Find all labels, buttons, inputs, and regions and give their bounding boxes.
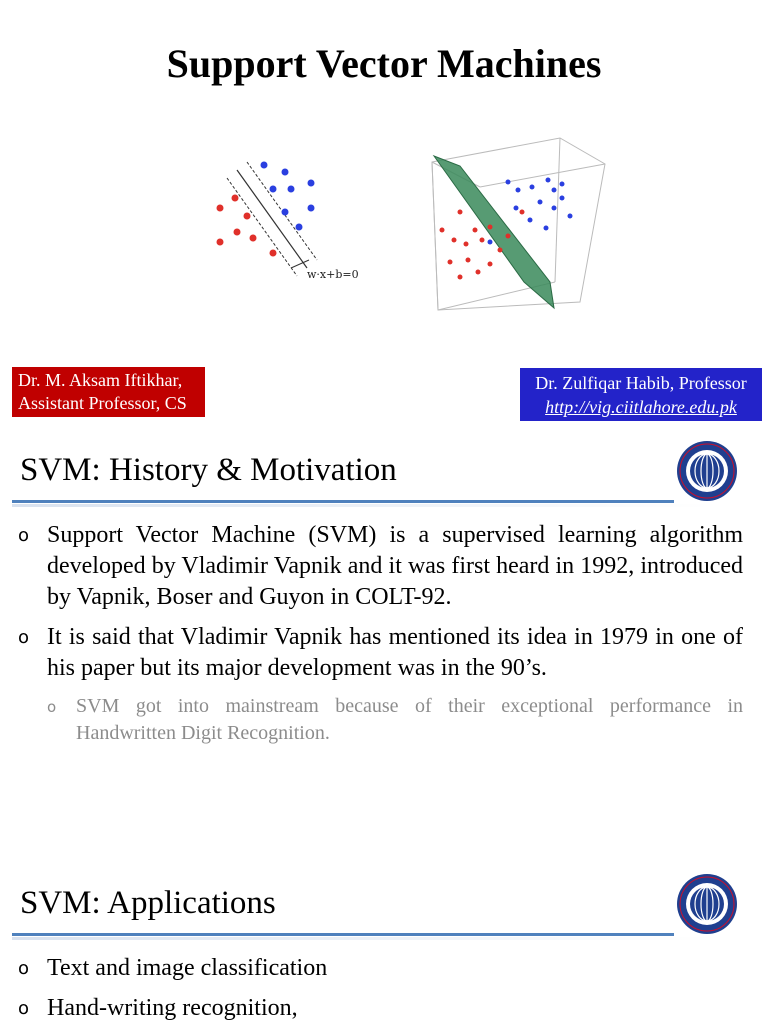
slide1-bullet: o It is said that Vladimir Vapnik has mentioned its idea in 1979 in one of his paper but its major development was in the 90’s. [18,624,743,681]
svm-2d-margin-figure [205,150,390,285]
author-right-box [520,368,762,421]
slide1-title: SVM: History & Motivation [20,452,397,488]
hyperplane-equation: w·x+b=0 [307,268,359,281]
bullet-marker: o [18,998,30,1019]
slide1-bullet-list [18,520,743,747]
slide1-title-rule [12,500,674,503]
bullet-marker: o [18,525,30,546]
university-seal-icon [675,439,739,503]
slide1-sub-bullet: o SVM got into mainstream because of their exceptional performance in Handwritten Digit Recognition. [47,695,743,744]
slide1-bullet: o Support Vector Machine (SVM) is a supervised learning algorithm developed by Vladimir Vapnik and it was first heard in 1992, introduced by Vapnik, Boser and Guyon in COLT-92. [18,522,743,610]
bullet-marker: o [18,958,30,979]
svm-3d-hyperplane-figure [420,132,615,317]
author-left-role: Assistant Professor, CS [18,393,187,413]
slide2-bullet-list [18,953,743,1033]
slide2-bullet: o Hand-writing recognition, [18,993,743,1024]
author-left-name: Dr. M. Aksam Iftikhar, [18,370,183,390]
bullet-marker: o [18,627,30,648]
cover-title: Support Vector Machines [166,41,602,86]
slide2-title-rule [12,933,674,936]
author-left-box [12,367,205,417]
slide2-bullet: o Text and image classification [18,953,743,984]
university-seal-icon [675,872,739,936]
sub-bullet-marker: o [47,698,57,716]
author-right-name: Dr. Zulfiqar Habib, Professor [535,373,747,393]
slide1-title-rule-shadow [12,504,712,507]
author-right-link[interactable]: http://vig.ciitlahore.edu.pk [545,397,737,417]
slide2-title: SVM: Applications [20,885,276,921]
slide2-title-rule-shadow [12,937,712,940]
